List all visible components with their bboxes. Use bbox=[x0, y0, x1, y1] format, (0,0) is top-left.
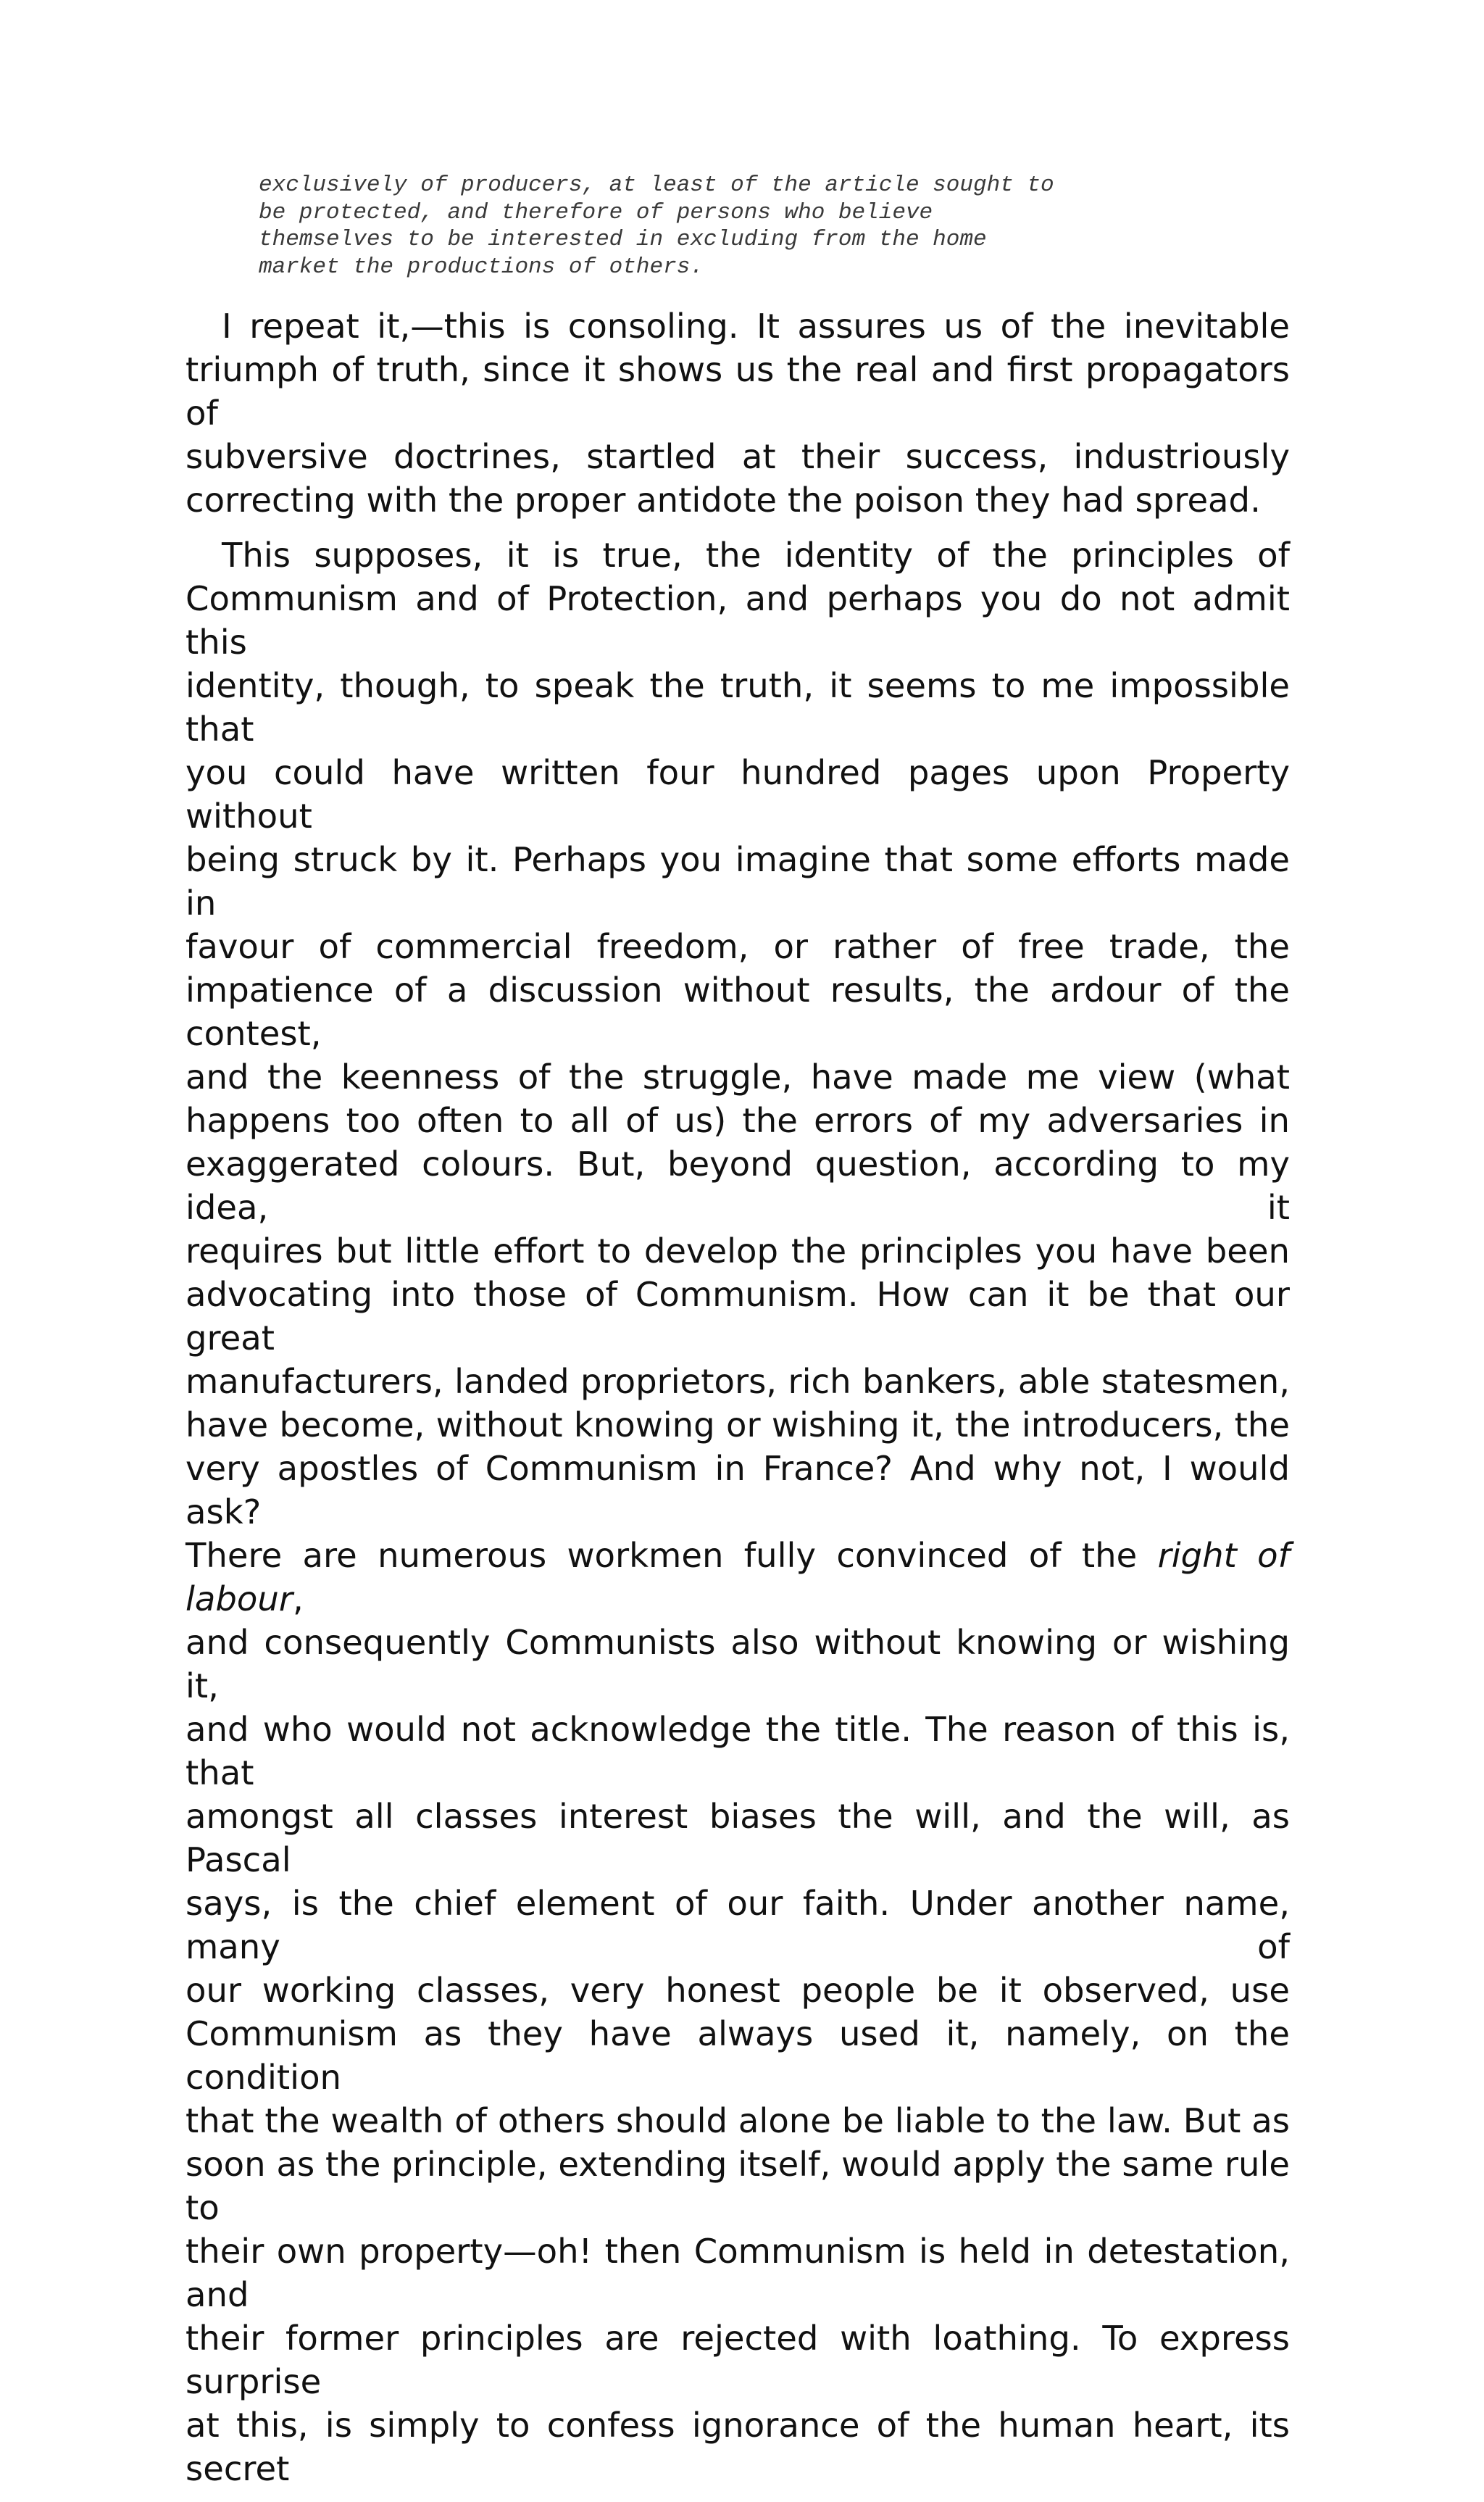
quote-line: market the productions of others. bbox=[259, 254, 704, 280]
text-line: says, is the chief element of our faith. Under another name, many of bbox=[186, 1884, 1290, 1966]
text-segment: There are numerous workmen fully convinced of the bbox=[186, 1536, 1158, 1575]
block-quote bbox=[259, 172, 1128, 280]
italic-phrase: right of labour bbox=[186, 1536, 1291, 1618]
text-line: and consequently Communists also without knowing or wishing it, bbox=[186, 1623, 1290, 1705]
text-line: I repeat it,—this is consoling. It assures us of the inevitable bbox=[222, 307, 1290, 346]
text-line: manufacturers, landed proprietors, rich bankers, able statesmen, bbox=[186, 1362, 1290, 1401]
paragraph-2 bbox=[186, 533, 1290, 2490]
text-line: subversive doctrines, startled at their success, industriously bbox=[186, 437, 1290, 476]
text-line: This supposes, it is true, the identity of the principles of bbox=[222, 536, 1290, 575]
text-line: at this, is simply to confess ignorance of the human heart, its secret bbox=[186, 2406, 1290, 2488]
text-line: and the keenness of the struggle, have made me view (what bbox=[186, 1057, 1290, 1097]
text-line: that the wealth of others should alone be liable to the law. But as bbox=[186, 2101, 1290, 2140]
text-line: identity, though, to speak the truth, it seems to me impossible that bbox=[186, 666, 1290, 749]
text-line: impatience of a discussion without results, the ardour of the contest, bbox=[186, 971, 1290, 1053]
text-line: triumph of truth, since it shows us the real and first propagators of bbox=[186, 350, 1290, 433]
quote-line: be protected, and therefore of persons who believe bbox=[259, 199, 933, 225]
text-line: very apostles of Communism in France? And why not, I would ask? bbox=[186, 1449, 1290, 1531]
text-line: favour of commercial freedom, or rather of free trade, the bbox=[186, 927, 1290, 966]
text-line: advocating into those of Communism. How can it be that our great bbox=[186, 1275, 1290, 1358]
text-line: soon as the principle, extending itself, would apply the same rule to bbox=[186, 2145, 1290, 2227]
text-line: correcting with the proper antidote the poison they had spread. bbox=[186, 481, 1261, 520]
text-line: Communism as they have always used it, namely, on the condition bbox=[186, 2014, 1290, 2097]
text-line: their own property—oh! then Communism is held in detestation, and bbox=[186, 2232, 1290, 2314]
text-line: requires but little effort to develop the principles you have been bbox=[186, 1231, 1290, 1271]
text-line: have become, without knowing or wishing it, the introducers, the bbox=[186, 1405, 1290, 1445]
text-line: amongst all classes interest biases the will, and the will, as Pascal bbox=[186, 1797, 1290, 1879]
text-line-with-italic bbox=[186, 1534, 1290, 1621]
text-line: and who would not acknowledge the title. The reason of this is, that bbox=[186, 1710, 1290, 1792]
body-text bbox=[186, 304, 1290, 2502]
text-line: happens too often to all of us) the errors of my adversaries in bbox=[186, 1101, 1290, 1140]
text-line: Communism and of Protection, and perhaps you do not admit this bbox=[186, 579, 1290, 662]
text-line: you could have written four hundred pages upon Property without bbox=[186, 753, 1290, 836]
quote-line: exclusively of producers, at least of the article sought to bbox=[259, 173, 1054, 198]
text-line: our working classes, very honest people be it observed, use bbox=[186, 1971, 1290, 2010]
text-line: exaggerated colours. But, beyond question, according to my idea, it bbox=[186, 1144, 1290, 1227]
quote-line: themselves to be interested in excluding from the home bbox=[259, 227, 987, 252]
text-segment: , bbox=[292, 1579, 304, 1618]
text-line: their former principles are rejected with loathing. To express surprise bbox=[186, 2319, 1290, 2401]
text-line: being struck by it. Perhaps you imagine that some efforts made in bbox=[186, 840, 1290, 923]
paragraph-1 bbox=[186, 304, 1290, 522]
